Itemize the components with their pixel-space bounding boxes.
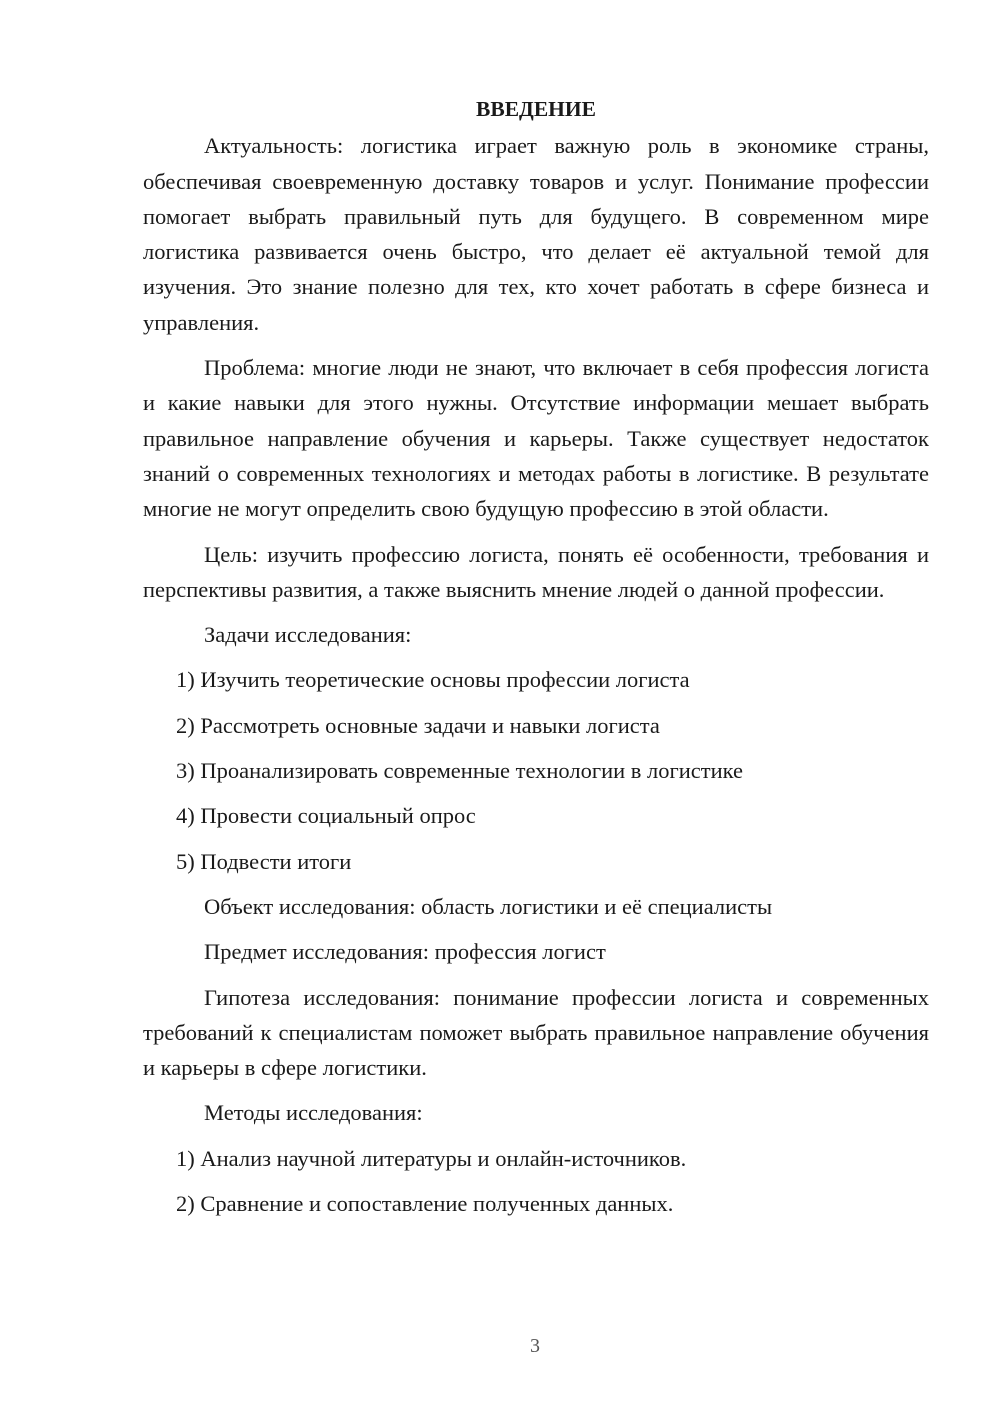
methods-list xyxy=(143,1141,929,1222)
research-subject: Предмет исследования: профессия логист xyxy=(204,939,606,965)
task-item: 1) Изучить теоретические основы профессии логиста xyxy=(176,667,690,693)
section-title: ВВЕДЕНИЕ xyxy=(476,97,596,121)
task-item: 2) Рассмотреть основные задачи и навыки логиста xyxy=(176,712,660,738)
relevance-paragraph: Актуальность: логистика играет важную роль в экономике страны, обеспечивая своевременную доставку товаров и услуг. Понимание профессии помогает выбрать правильный путь для будущего. В современном мире логистика развивается очень быстро, что делает её актуальной темой для изучения. Это знание полезно для тех, кто хочет работать в сфере бизнеса и управления. xyxy=(143,133,929,335)
problem-paragraph: Проблема: многие люди не знают, что включает в себя профессия логиста и какие навыки для этого нужны. Отсутствие информации мешает выбрать правильное направление обучения и карьеры. Также существует недостаток знаний о современных технологиях и методах работы в логистике. В результате многие не могут определить свою будущую профессию в этой области. xyxy=(143,355,929,522)
goal-paragraph: Цель: изучить профессию логиста, понять её особенности, требования и перспективы развития, а также выяснить мнение людей о данной профессии. xyxy=(143,541,929,602)
tasks-heading: Задачи исследования: xyxy=(204,622,412,648)
hypothesis-paragraph: Гипотеза исследования: понимание профессии логиста и современных требований к специалистам поможет выбрать правильное направление обучения и карьеры в сфере логистики. xyxy=(143,984,929,1081)
task-item: 4) Провести социальный опрос xyxy=(176,803,476,829)
task-item: 5) Подвести итоги xyxy=(176,848,352,874)
page-body xyxy=(143,92,929,1231)
page-number: 3 xyxy=(530,1335,540,1357)
method-item: 1) Анализ научной литературы и онлайн-источников. xyxy=(176,1145,687,1171)
research-object: Объект исследования: область логистики и её специалисты xyxy=(204,893,773,919)
tasks-list xyxy=(143,662,929,878)
methods-heading: Методы исследования: xyxy=(204,1100,423,1126)
task-item: 3) Проанализировать современные технологии в логистике xyxy=(176,758,744,784)
method-item: 2) Сравнение и сопоставление полученных данных. xyxy=(176,1191,674,1217)
